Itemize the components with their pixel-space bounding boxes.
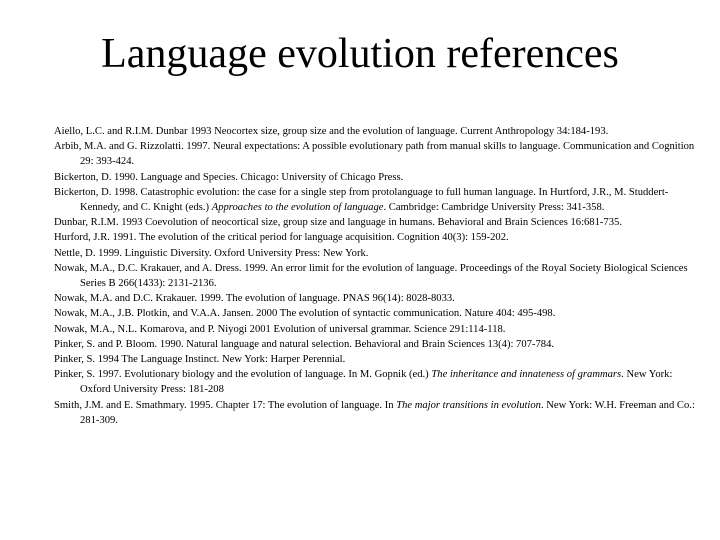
reference-pinker-bloom-1990: Pinker, S. and P. Bloom. 1990. Natural language and natural selection. Behavioral and Brain Sciences 13(4): 707-784. xyxy=(54,338,555,350)
book-title: The inheritance and innateness of grammars xyxy=(431,369,622,381)
reference-list xyxy=(54,124,696,428)
reference-nettle-1999: Nettle, D. 1999. Linguistic Diversity. Oxford University Press: New York. xyxy=(54,247,369,259)
reference-pinker-1994: Pinker, S. 1994 The Language Instinct. New York: Harper Perennial. xyxy=(54,354,346,366)
reference-nowak-krakauer-dress-1999: Nowak, M.A., D.C. Krakauer, and A. Dress. 1999. An error limit for the evolution of language. Proceedings of the Royal Society Biological Sciences Series B 266(1433): 2131-2136. xyxy=(54,262,688,290)
reference-bickerton-1990: Bickerton, D. 1990. Language and Species. Chicago: University of Chicago Press. xyxy=(54,171,404,183)
reference-nowak-plotkin-jansen-2000: Nowak, M.A., J.B. Plotkin, and V.A.A. Jansen. 2000 The evolution of syntactic communication. Nature 404: 495-498. xyxy=(54,308,556,320)
book-title: Approaches to the evolution of language xyxy=(211,202,384,214)
page-title: Language evolution references xyxy=(101,31,619,77)
reference-arbib-1997: Arbib, M.A. and G. Rizzolatti. 1997. Neural expectations: A possible evolutionary path from manual skills to language. Communication and Cognition 29: 393-424. xyxy=(54,141,695,168)
reference-bickerton-1998: Bickerton, D. 1998. Catastrophic evolution: the case for a single step from protolanguage to full human language. In Hurtford, J.R., M. Studdert-Kennedy, and C. Knight (eds.) Approaches to the evolution of language. Cambridge: Cambridge University Press: 341-358. xyxy=(54,186,669,214)
reference-nowak-krakauer-1999: Nowak, M.A. and D.C. Krakauer. 1999. The evolution of language. PNAS 96(14): 8028-8033. xyxy=(54,293,455,305)
book-title: The major transitions in evolution xyxy=(396,399,541,411)
reference-dunbar-1993: Dunbar, R.I.M. 1993 Coevolution of neocortical size, group size and language in humans. Behavioral and Brain Sciences 16:681-735. xyxy=(54,217,622,229)
reference-hurford-1991: Hurford, J.R. 1991. The evolution of the critical period for language acquisition. Cognition 40(3): 159-202. xyxy=(54,232,509,244)
reference-aiello-1993: Aiello, L.C. and R.I.M. Dunbar 1993 Neocortex size, group size and the evolution of language. Current Anthropology 34:184-193. xyxy=(54,126,609,137)
reference-pinker-1997: Pinker, S. 1997. Evolutionary biology and the evolution of language. In M. Gopnik (ed.) The inheritance and innateness of grammars. New York: Oxford University Press: 181-208 xyxy=(54,369,673,396)
reference-smith-smathmary-1995: Smith, J.M. and E. Smathmary. 1995. Chapter 17: The evolution of language. In The major transitions in evolution. New York: W.H. Freeman and Co.: 281-309. xyxy=(54,399,695,426)
reference-nowak-komarova-niyogi-2001: Nowak, M.A., N.L. Komarova, and P. Niyogi 2001 Evolution of universal grammar. Science 291:114-118. xyxy=(54,323,506,335)
